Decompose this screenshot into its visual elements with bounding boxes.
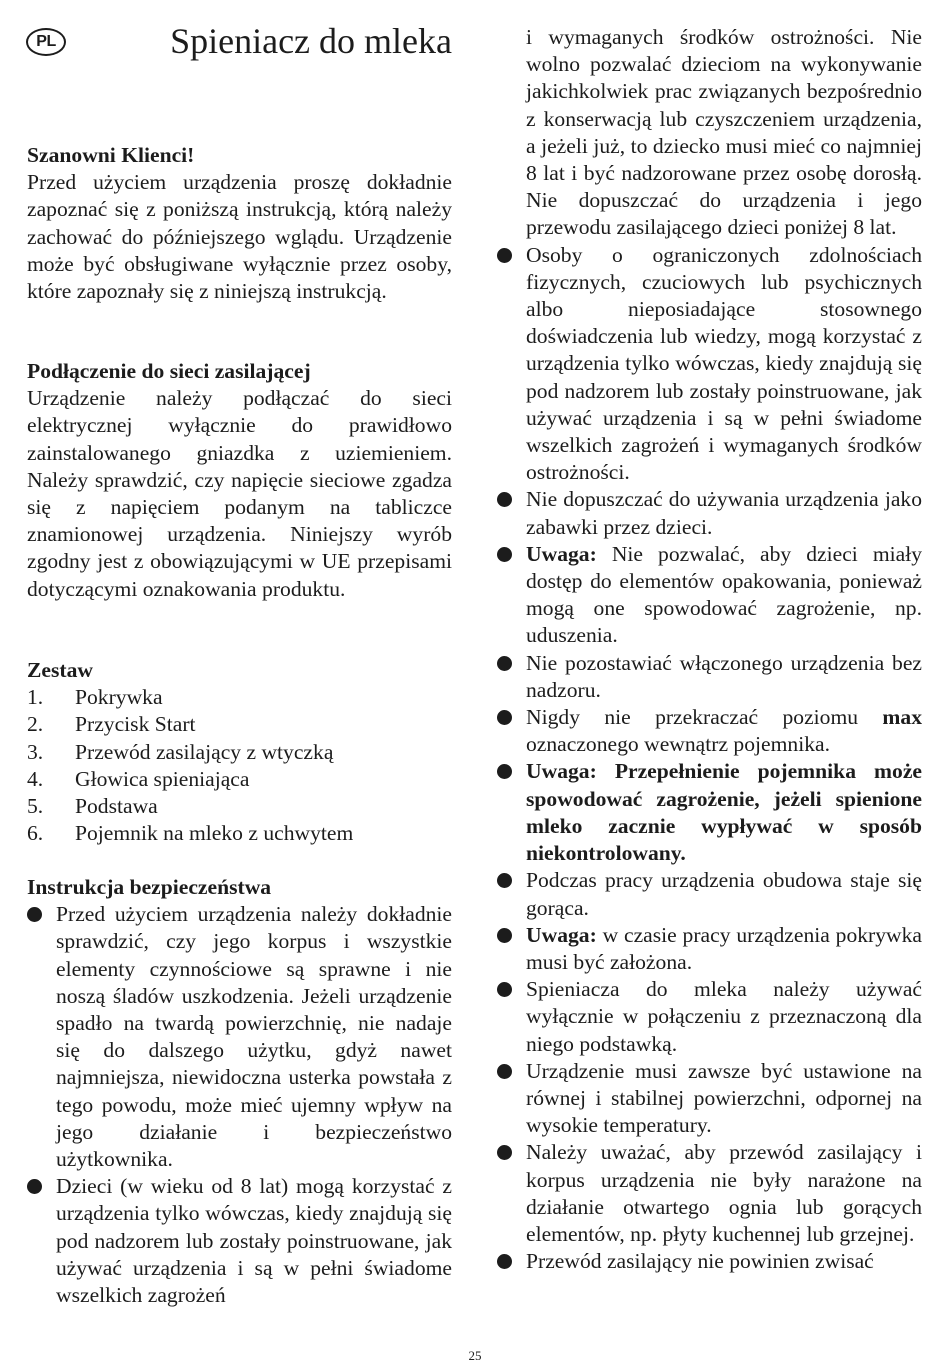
kit-item [27, 793, 452, 820]
safety-item: Nie dopuszczać do używania urządzenia jako zabawki przez dzieci. [497, 486, 922, 540]
safety-item-text: oznaczonego wewnątrz pojemnika. [526, 732, 830, 757]
kit-item-label: Pokrywka [75, 685, 163, 710]
kit-section [27, 657, 452, 847]
page-title: Spieniacz do mleka [170, 21, 452, 61]
safety-section [27, 874, 452, 1309]
safety-item: Przewód zasilający nie powinien zwisać [497, 1248, 922, 1275]
kit-item-number: 4. [27, 766, 44, 791]
safety-item [497, 541, 922, 650]
safety-item: Urządzenie musi zawsze być ustawione na równej i stabilnej powierzchni, odpornej na wysokie temperatury. [497, 1058, 922, 1140]
safety-item: Osoby o ograniczonych zdolnościach fizycznych, czuciowych lub psychicznych albo nieposiadające stosownego doświadczenia lub wiedzy, mogą korzystać z urządzenia tylko wówczas, kiedy znajdują się pod nadzorem lub zostały poinstruowane, jak używać urządzenia i są w pełni świadome wszelkich zagrożeń i wymaganych środków ostrożności. [497, 242, 922, 487]
kit-item [27, 820, 452, 847]
kit-heading: Zestaw [27, 658, 93, 682]
safety-item-text: Nigdy nie przekraczać poziomu [526, 705, 883, 730]
safety-item: Dzieci (w wieku od 8 lat) mogą korzystać z urządzenia tylko wówczas, kiedy znajdują się pod nadzorem lub zostały poinstruowane, jak używać urządzenia i są w pełni świadome wszelkich zagrożeń [27, 1173, 452, 1309]
greeting-text: Przed użyciem urządzenia proszę dokładnie zapoznać się z poniższą instrukcją, którą należy zachować do późniejszego wglądu. Urządzenie może być obsługiwane wyłącznie przez osoby, które zapoznały się z niniejszą instrukcją. [27, 170, 452, 304]
kit-item [27, 684, 452, 711]
power-section [27, 358, 452, 603]
safety-item-text: w czasie pracy urządzenia pokrywka musi być założona. [526, 922, 922, 974]
power-heading: Podłączenie do sieci zasilającej [27, 359, 311, 383]
kit-item-number: 3. [27, 739, 44, 764]
kit-item-label: Przycisk Start [75, 712, 196, 737]
kit-item-label: Przewód zasilający z wtyczką [75, 739, 334, 764]
max-label: max [882, 705, 922, 730]
kit-item [27, 711, 452, 738]
kit-list [27, 684, 452, 847]
safety-item: Podczas pracy urządzenia obudowa staje się gorąca. [497, 867, 922, 921]
kit-item [27, 766, 452, 793]
warning-label: Uwaga: [526, 541, 597, 566]
safety-item-continuation: i wymaganych środków ostrożności. Nie wolno pozwalać dzieciom na wykonywanie jakichkolwiek prac związanych bezpośrednio z konserwacją lub czyszczeniem urządzenia, a jeżeli już, to dziecko musi mieć co najmniej 8 lat i być nadzorowane przez osobę dorosłą. Nie dopuszczać do urządzenia i jego przewodu zasilającego dzieci poniżej 8 lat. [526, 25, 922, 240]
language-badge: PL [26, 28, 66, 56]
safety-item-text: Nie pozwalać, aby dzieci miały dostęp do elementów opakowania, ponieważ mogą one spowodować zagrożenie, np. uduszenia. [526, 541, 922, 648]
page-number: 25 [468, 1348, 482, 1363]
kit-item [27, 739, 452, 766]
kit-item-number: 2. [27, 712, 44, 737]
safety-item [497, 704, 922, 758]
safety-heading: Instrukcja bezpieczeństwa [27, 875, 272, 899]
safety-item: Przed użyciem urządzenia należy dokładnie sprawdzić, czy jego korpus i wszystkie elementy czynnościowe są sprawne i nie noszą śladów uszkodzenia. Jeżeli urządzenie spadło na twardą powierzchnię, nie nadaje się do dalszego użytku, gdyż nawet najmniejsza, niewidoczna usterka powstała z tego powodu, może mieć ujemny wpływ na jego działanie i bezpieczeństwo użytkownika. [27, 901, 452, 1173]
power-text: Urządzenie należy podłączać do sieci elektrycznej wyłącznie do prawidłowo zainstalowanego gniazdka z uziemieniem. Należy sprawdzić, czy napięcie sieciowe zgadza się z napięciem podanym na tabliczce znamionowej urządzenia. Niniejszy wyrób zgodny jest z obowiązującymi w UE przepisami dotyczącymi oznakowania produktu. [27, 386, 452, 601]
safety-list-right [497, 24, 922, 1275]
safety-item [497, 922, 922, 976]
kit-item-label: Podstawa [75, 794, 158, 819]
greeting-section [27, 142, 452, 305]
safety-item: Spieniacza do mleka należy używać wyłącznie w połączeniu z przeznaczoną dla niego podstawką. [497, 976, 922, 1058]
greeting-heading: Szanowni Klienci! [27, 143, 195, 167]
kit-item-number: 1. [27, 685, 44, 710]
safety-item: Uwaga: Przepełnienie pojemnika może spowodować zagrożenie, jeżeli spienione mleko zacznie wypływać w sposób niekontrolowany. [497, 758, 922, 867]
right-column [497, 24, 922, 1275]
kit-item-number: 6. [27, 821, 44, 846]
warning-label: Uwaga: [526, 922, 597, 947]
safety-item: Należy uważać, aby przewód zasilający i korpus urządzenia nie były narażone na działanie otwartego ognia lub gorących elementów, np. płyty kuchennej lub grzejnej. [497, 1139, 922, 1248]
kit-item-number: 5. [27, 794, 44, 819]
safety-item: Nie pozostawiać włączonego urządzenia bez nadzoru. [497, 650, 922, 704]
safety-list-left [27, 901, 452, 1309]
kit-item-label: Głowica spieniająca [75, 766, 250, 791]
kit-item-label: Pojemnik na mleko z uchwytem [75, 821, 354, 846]
